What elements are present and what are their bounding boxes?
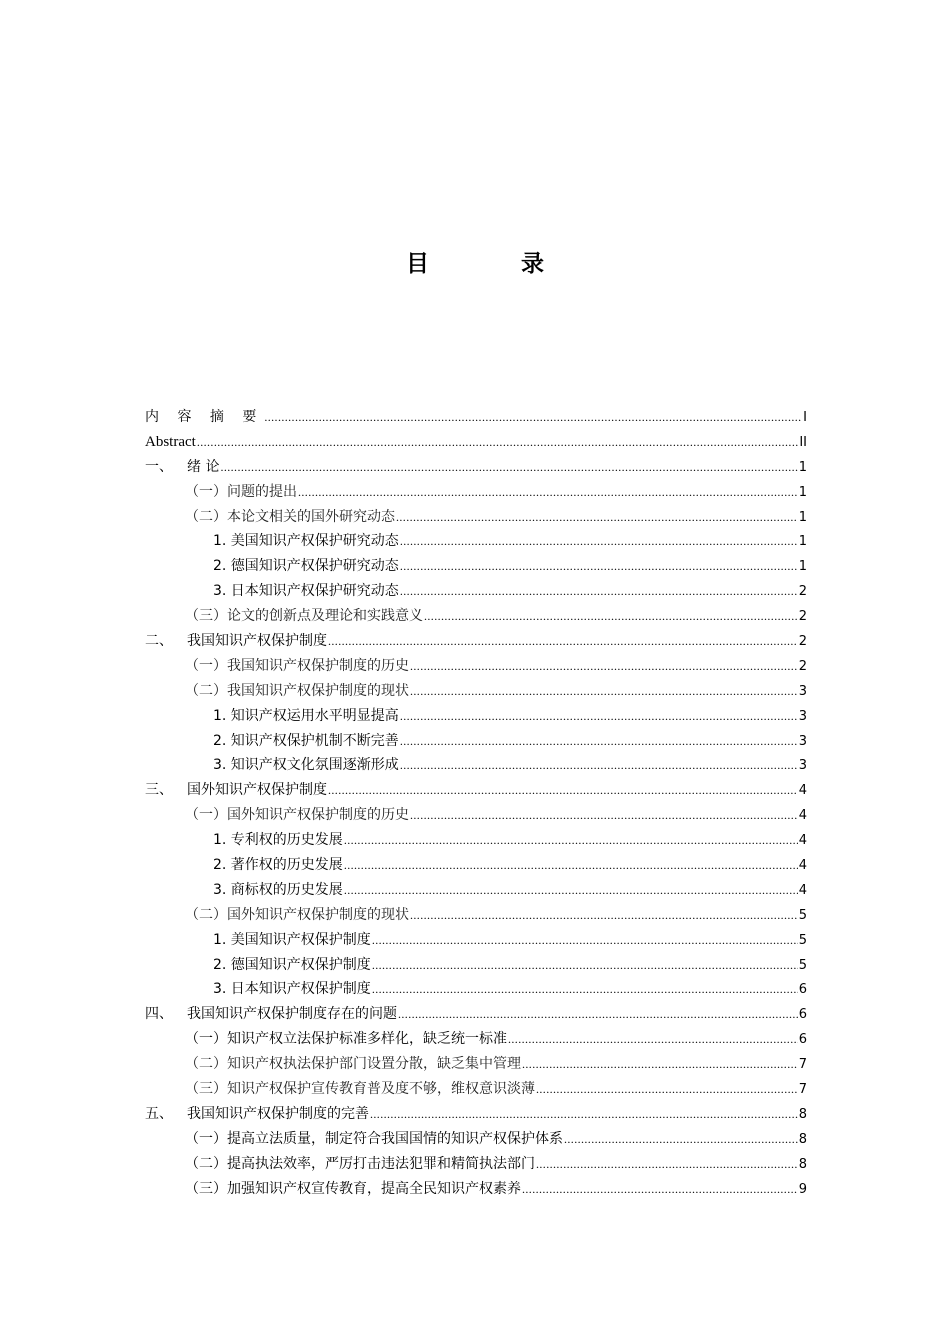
toc-entry-label bbox=[145, 629, 327, 654]
toc-entry-label bbox=[213, 554, 399, 579]
toc-entry[interactable] bbox=[145, 1152, 807, 1177]
toc-entry[interactable] bbox=[145, 1052, 807, 1077]
toc-entry-label bbox=[145, 455, 219, 480]
toc-entry[interactable] bbox=[145, 704, 807, 729]
toc-entry-label bbox=[185, 1177, 521, 1202]
toc-entry[interactable] bbox=[145, 629, 807, 654]
toc-entry[interactable] bbox=[145, 480, 807, 505]
toc-dot-leader bbox=[400, 729, 798, 754]
toc-entry-text: 1. 专利权的历史发展 bbox=[213, 832, 343, 849]
toc-entry-text: 绪 论 bbox=[187, 458, 220, 475]
toc-entry-number: 五、 bbox=[145, 1105, 173, 1122]
toc-entry-label bbox=[213, 853, 343, 878]
toc-dot-leader bbox=[400, 753, 798, 778]
toc-page-number: 4 bbox=[798, 882, 807, 898]
toc-entry[interactable] bbox=[145, 430, 807, 455]
toc-dot-leader bbox=[522, 1052, 798, 1077]
toc-entry[interactable] bbox=[145, 1002, 807, 1027]
toc-page-number: 1 bbox=[798, 459, 807, 475]
toc-entry-label bbox=[213, 753, 399, 778]
toc-dot-leader bbox=[264, 405, 802, 430]
toc-entry[interactable] bbox=[145, 903, 807, 928]
toc-dot-leader bbox=[372, 928, 798, 953]
toc-page-number: 5 bbox=[798, 957, 807, 973]
toc-entry[interactable] bbox=[145, 529, 807, 554]
toc-entry[interactable] bbox=[145, 753, 807, 778]
toc-entry-text: （一）问题的提出 bbox=[185, 483, 297, 500]
toc-entry[interactable] bbox=[145, 554, 807, 579]
toc-entry-text: （一）提高立法质量，制定符合我国国情的知识产权保护体系 bbox=[185, 1130, 563, 1147]
toc-page-number: 8 bbox=[798, 1131, 807, 1147]
toc-page-number: 2 bbox=[798, 658, 807, 674]
toc-entry-text: （二）提高执法效率，严厉打击违法犯罪和精简执法部门 bbox=[185, 1155, 535, 1172]
toc-entry-text: （一）知识产权立法保护标准多样化，缺乏统一标准 bbox=[185, 1031, 507, 1048]
toc-dot-leader bbox=[328, 629, 798, 654]
toc-dot-leader bbox=[410, 903, 798, 928]
toc-page-number: 6 bbox=[798, 1007, 807, 1023]
toc-entry[interactable] bbox=[145, 1027, 807, 1052]
toc-entry-text: （一）国外知识产权保护制度的历史 bbox=[185, 807, 409, 824]
toc-page-number: 4 bbox=[798, 833, 807, 849]
toc-entry[interactable] bbox=[145, 953, 807, 978]
toc-dot-leader bbox=[424, 604, 798, 629]
toc-dot-leader bbox=[508, 1027, 798, 1052]
toc-entry-label bbox=[213, 878, 343, 903]
toc-page-number: 8 bbox=[798, 1106, 807, 1122]
toc-page-number: 7 bbox=[798, 1082, 807, 1098]
toc-entry-text: （三）论文的创新点及理论和实践意义 bbox=[185, 608, 423, 625]
toc-dot-leader bbox=[400, 579, 798, 604]
toc-dot-leader bbox=[220, 455, 797, 480]
toc-dot-leader bbox=[410, 654, 798, 679]
toc-entry-text: 2. 德国知识产权保护制度 bbox=[213, 956, 371, 973]
toc-entry-text: 3. 日本知识产权保护制度 bbox=[213, 981, 371, 998]
toc-entry[interactable] bbox=[145, 729, 807, 754]
toc-page-number: 6 bbox=[798, 982, 807, 998]
toc-entry-label bbox=[145, 778, 327, 803]
toc-dot-leader bbox=[536, 1077, 798, 1102]
toc-entry-text: （三）知识产权保护宣传教育普及度不够，维权意识淡薄 bbox=[185, 1081, 535, 1098]
toc-entry-text: （一）我国知识产权保护制度的历史 bbox=[185, 657, 409, 674]
toc-entry[interactable] bbox=[145, 1077, 807, 1102]
toc-entry-label bbox=[145, 405, 263, 430]
toc-page-number: 1 bbox=[798, 484, 807, 500]
toc-entry-label bbox=[185, 679, 409, 704]
toc-entry-text: 3. 商标权的历史发展 bbox=[213, 881, 343, 898]
toc-page-number: 2 bbox=[798, 634, 807, 650]
toc-entry-number: 四、 bbox=[145, 1006, 173, 1023]
toc-entry-number: 三、 bbox=[145, 782, 173, 799]
toc-entry-label bbox=[185, 903, 409, 928]
toc-entry-text: 我国知识产权保护制度存在的问题 bbox=[187, 1006, 397, 1023]
toc-page-number: 9 bbox=[798, 1181, 807, 1197]
toc-page-number: 3 bbox=[798, 708, 807, 724]
toc-dot-leader bbox=[400, 554, 798, 579]
toc-page-number: 7 bbox=[798, 1057, 807, 1073]
toc-dot-leader bbox=[522, 1177, 798, 1202]
toc-entry[interactable] bbox=[145, 455, 807, 480]
toc-entry[interactable] bbox=[145, 828, 807, 853]
toc-entry-text: 内 容 摘 要 bbox=[145, 409, 264, 425]
toc-entry-text: 1. 美国知识产权保护制度 bbox=[213, 931, 371, 948]
page-title: 目 录 bbox=[405, 251, 586, 277]
toc-dot-leader bbox=[398, 1002, 798, 1027]
toc-page-number: 4 bbox=[798, 783, 807, 799]
toc-page-number: 4 bbox=[798, 858, 807, 874]
toc-dot-leader bbox=[396, 505, 798, 530]
toc-page-number: 6 bbox=[798, 1032, 807, 1048]
toc-page-number: 1 bbox=[798, 509, 807, 525]
toc-page-number: 3 bbox=[798, 758, 807, 774]
toc-entry-text: （三）加强知识产权宣传教育，提高全民知识产权素养 bbox=[185, 1180, 521, 1197]
toc-entry-number: 二、 bbox=[145, 633, 173, 650]
toc-entry[interactable] bbox=[145, 1102, 807, 1127]
toc-page-number: II bbox=[799, 434, 807, 450]
toc-entry-label bbox=[145, 1102, 369, 1127]
toc-entry-text: （二）知识产权执法保护部门设置分散，缺乏集中管理 bbox=[185, 1056, 521, 1073]
toc-entry[interactable] bbox=[145, 679, 807, 704]
toc-dot-leader bbox=[410, 679, 798, 704]
toc-page-number: 1 bbox=[798, 534, 807, 550]
toc-entry-label bbox=[213, 529, 399, 554]
toc-entry-text: 2. 著作权的历史发展 bbox=[213, 857, 343, 874]
toc-entry-label bbox=[185, 1152, 535, 1177]
toc-dot-leader bbox=[372, 977, 798, 1002]
toc-entry-text: 3. 知识产权文化氛围逐渐形成 bbox=[213, 757, 399, 774]
toc-page-number: 3 bbox=[798, 733, 807, 749]
toc-entry[interactable] bbox=[145, 778, 807, 803]
toc-entry[interactable] bbox=[145, 579, 807, 604]
toc-dot-leader bbox=[344, 828, 798, 853]
toc-entry-label bbox=[185, 1127, 563, 1152]
toc-entry-label bbox=[185, 604, 423, 629]
toc-dot-leader bbox=[370, 1102, 798, 1127]
toc-entry-text: 我国知识产权保护制度的完善 bbox=[187, 1105, 369, 1122]
toc-entry-text: （二）我国知识产权保护制度的现状 bbox=[185, 682, 409, 699]
toc-entry[interactable] bbox=[145, 1177, 807, 1202]
toc-dot-leader bbox=[400, 529, 798, 554]
toc-entry-text: 我国知识产权保护制度 bbox=[187, 633, 327, 650]
toc-entry-text: Abstract bbox=[145, 433, 196, 450]
toc-entry[interactable] bbox=[145, 1127, 807, 1152]
toc-entry-label bbox=[213, 729, 399, 754]
toc-dot-leader bbox=[344, 853, 798, 878]
toc-page-number: 4 bbox=[798, 808, 807, 824]
toc-entry[interactable] bbox=[145, 928, 807, 953]
toc-entry-label bbox=[185, 1077, 535, 1102]
toc-dot-leader bbox=[197, 430, 799, 455]
toc-page-number: 2 bbox=[798, 584, 807, 600]
toc-page-number: 8 bbox=[798, 1156, 807, 1172]
table-of-contents bbox=[145, 405, 807, 1202]
toc-page-number: 2 bbox=[798, 609, 807, 625]
toc-page-number: 5 bbox=[798, 932, 807, 948]
toc-entry-text: 1. 知识产权运用水平明显提高 bbox=[213, 707, 399, 724]
toc-dot-leader bbox=[410, 803, 798, 828]
toc-entry[interactable] bbox=[145, 878, 807, 903]
toc-page-number: 1 bbox=[798, 559, 807, 575]
toc-entry[interactable] bbox=[145, 853, 807, 878]
toc-entry[interactable] bbox=[145, 505, 807, 530]
toc-entry[interactable] bbox=[145, 654, 807, 679]
toc-entry-label bbox=[213, 704, 399, 729]
toc-entry-text: 3. 日本知识产权保护研究动态 bbox=[213, 583, 399, 600]
toc-entry-number: 一、 bbox=[145, 458, 173, 475]
toc-dot-leader bbox=[298, 480, 798, 505]
toc-page-number: 3 bbox=[798, 683, 807, 699]
toc-dot-leader bbox=[344, 878, 798, 903]
toc-entry-text: （二）国外知识产权保护制度的现状 bbox=[185, 906, 409, 923]
toc-entry-label bbox=[185, 1027, 507, 1052]
toc-entry-label bbox=[145, 1002, 397, 1027]
toc-entry-label bbox=[213, 953, 371, 978]
toc-entry-label bbox=[213, 928, 371, 953]
toc-entry-label bbox=[185, 480, 297, 505]
toc-dot-leader bbox=[564, 1127, 798, 1152]
toc-page-number: 5 bbox=[798, 907, 807, 923]
toc-entry[interactable] bbox=[145, 405, 807, 430]
toc-entry-label bbox=[213, 579, 399, 604]
toc-entry[interactable] bbox=[145, 977, 807, 1002]
toc-entry[interactable] bbox=[145, 803, 807, 828]
toc-dot-leader bbox=[536, 1152, 798, 1177]
toc-entry-label bbox=[213, 828, 343, 853]
toc-entry-label bbox=[213, 977, 371, 1002]
toc-entry-label bbox=[185, 803, 409, 828]
toc-dot-leader bbox=[372, 953, 798, 978]
toc-entry-text: 2. 知识产权保护机制不断完善 bbox=[213, 732, 399, 749]
toc-dot-leader bbox=[400, 704, 798, 729]
toc-dot-leader bbox=[328, 778, 798, 803]
toc-entry[interactable] bbox=[145, 604, 807, 629]
toc-entry-text: 国外知识产权保护制度 bbox=[187, 782, 327, 799]
toc-entry-label bbox=[185, 505, 395, 530]
toc-page-number: I bbox=[803, 410, 807, 425]
toc-entry-text: 1. 美国知识产权保护研究动态 bbox=[213, 533, 399, 550]
toc-entry-label bbox=[185, 1052, 521, 1077]
toc-entry-label bbox=[145, 430, 196, 455]
toc-entry-label bbox=[185, 654, 409, 679]
toc-entry-text: 2. 德国知识产权保护研究动态 bbox=[213, 558, 399, 575]
toc-entry-text: （二）本论文相关的国外研究动态 bbox=[185, 508, 395, 525]
